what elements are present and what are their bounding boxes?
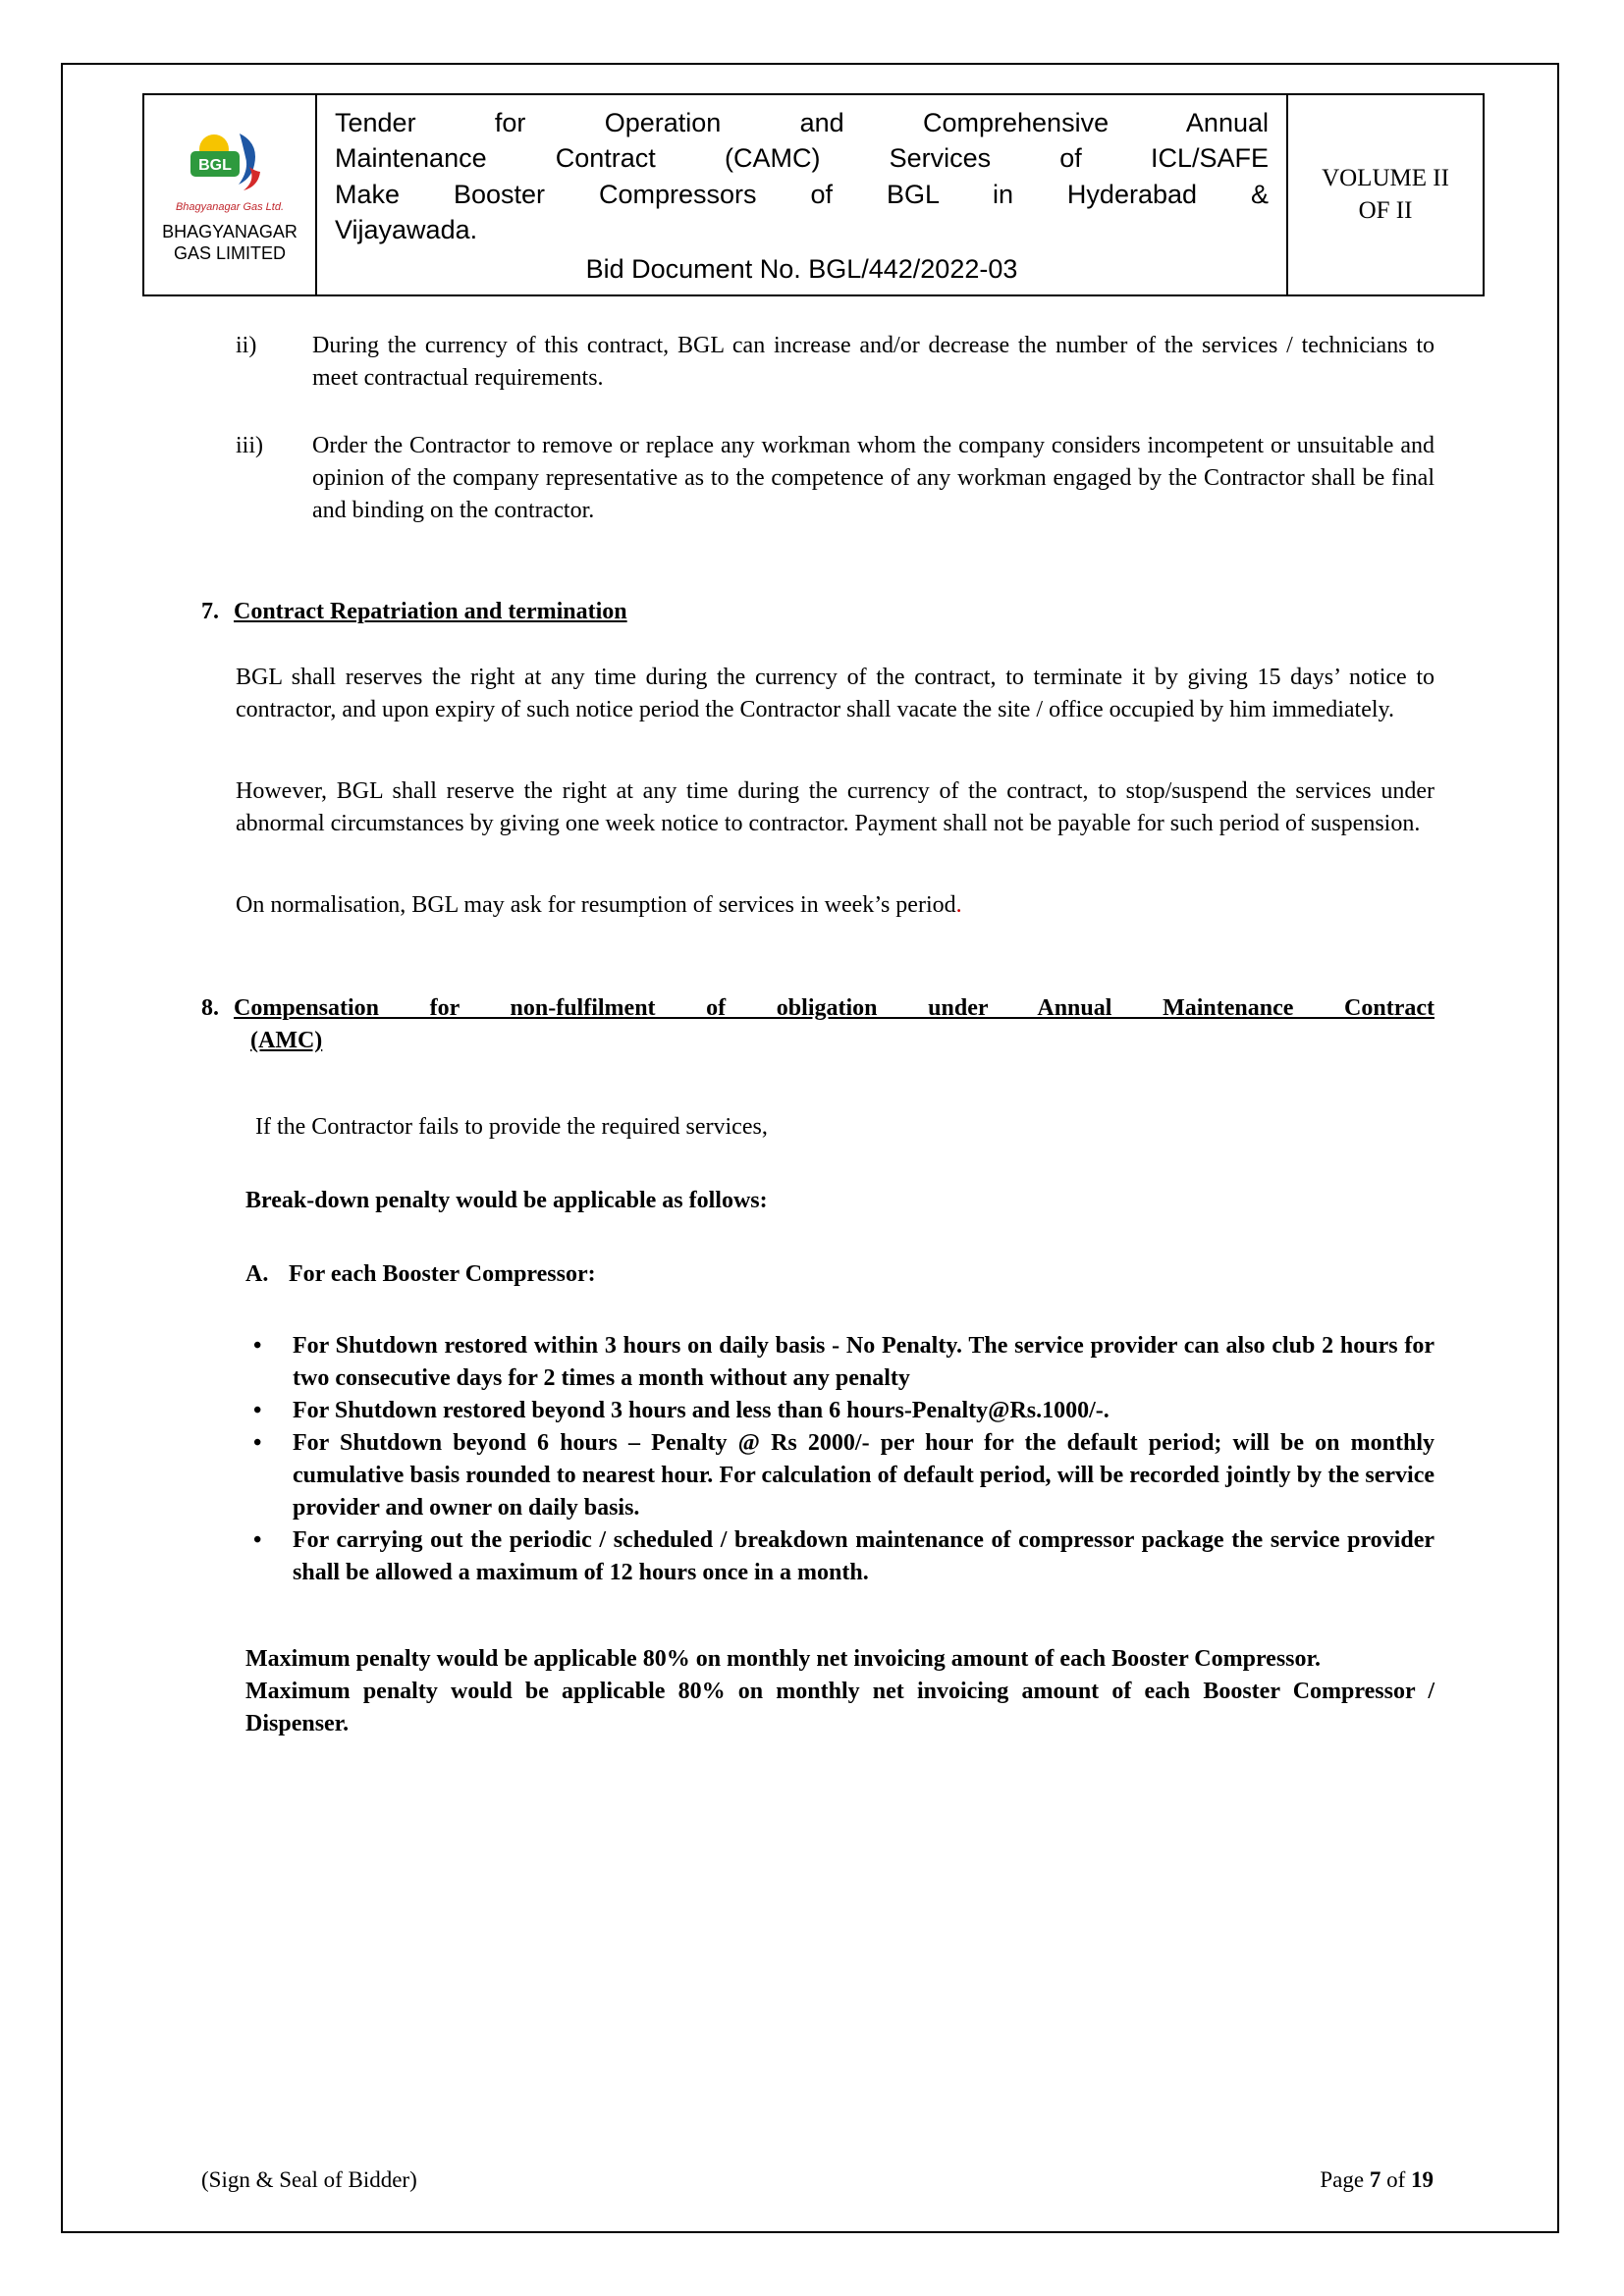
org-name: BHAGYANAGAR GAS LIMITED — [162, 221, 298, 264]
section-8-intro: If the Contractor fails to provide the required services, — [255, 1114, 768, 1140]
bullet-text: For carrying out the periodic / scheduled / breakdown maintenance of compressor package the service provider shall be allowed a maximum of 12 hours once in a month. — [293, 1527, 1435, 1585]
red-period: . — [955, 892, 962, 918]
sub-heading-text: For each Booster Compressor: — [289, 1261, 596, 1287]
section-title-block — [234, 992, 1435, 1057]
section-title-line-2-wrap — [250, 1025, 1435, 1057]
section-number: 7. — [201, 599, 219, 624]
total-pages: 19 — [1411, 2167, 1434, 2192]
bullet-text: For Shutdown restored within 3 hours on daily basis - No Penalty. The service provider can also club 2 hours for two consecutive days for 2 times a month without any penalty — [293, 1333, 1435, 1391]
page-indicator — [1320, 2167, 1434, 2193]
logo-caption: Bhagyanagar Gas Ltd. — [175, 200, 285, 213]
penalty-bullet-list — [245, 1330, 1435, 1589]
clause-marker: ii) — [236, 333, 257, 358]
title-cell — [317, 95, 1288, 294]
of-word: of — [1386, 2167, 1406, 2192]
section-title-line-1: Compensation for non-fulfilment of obligation under Annual Maintenance Contract — [234, 995, 1435, 1021]
bullet-text: For Shutdown restored beyond 3 hours and less than 6 hours-Penalty@Rs.1000/-. — [293, 1398, 1110, 1423]
logo-cell — [144, 95, 317, 294]
volume-line-2: OF II — [1358, 196, 1413, 224]
page-word: Page — [1320, 2167, 1365, 2192]
bullet-item — [245, 1395, 1435, 1427]
sub-heading-a — [245, 1258, 1435, 1291]
bullet-item — [245, 1427, 1435, 1524]
paragraph — [236, 889, 1435, 922]
section-title: Contract Repatriation and termination — [234, 599, 627, 624]
section-8-heading — [201, 992, 1435, 1057]
clause-text: Order the Contractor to remove or replace any workman whom the company considers incompetent or unsuitable and opinion of the company representative as to the competence of any workman engaged by the Contractor shall be final and binding on the contractor. — [312, 433, 1435, 523]
page-number: 7 — [1369, 2167, 1381, 2192]
section-7-heading — [201, 596, 1435, 628]
sign-seal-label: (Sign & Seal of Bidder) — [201, 2167, 417, 2192]
page-footer — [201, 2167, 1434, 2193]
clause-item-ii — [201, 330, 1435, 395]
volume-cell — [1288, 95, 1483, 294]
paragraph: However, BGL shall reserve the right at any time during the currency of the contract, to stop/suspend the services under abnormal circumstances by giving one week notice to contractor. Payment shall not be payable for such period of suspension. — [236, 778, 1435, 836]
paragraph-text: On normalisation, BGL may ask for resumption of services in week’s period — [236, 892, 956, 918]
sub-heading-marker: A. — [245, 1261, 269, 1287]
logo-brand-text: BGL — [198, 156, 232, 174]
clause-item-iii — [201, 430, 1435, 527]
bullet-item — [245, 1330, 1435, 1395]
bgl-logo-icon — [179, 128, 281, 200]
document-body — [201, 294, 1435, 1740]
max-penalty-line: Maximum penalty would be applicable 80% on monthly net invoicing amount of each Booster Compressor / Dispenser. — [245, 1679, 1435, 1736]
bid-document-number: Bid Document No. BGL/442/2022-03 — [585, 253, 1018, 284]
section-number: 8. — [201, 995, 219, 1021]
section-title-line-2: (AMC) — [250, 1028, 323, 1053]
max-penalty-line: Maximum penalty would be applicable 80% on monthly net invoicing amount of each Booster Compressor. — [245, 1646, 1321, 1672]
tender-title-line-1: Tender for Operation and Comprehensive Annual — [335, 108, 1269, 137]
paragraph: BGL shall reserves the right at any time during the currency of the contract, to terminate it by giving 15 days’ notice to contractor, and upon expiry of such notice period the Contractor shall vacate the site / office occupied by him immediately. — [236, 665, 1435, 722]
document-header — [142, 93, 1485, 296]
volume-line-1: VOLUME II — [1322, 165, 1449, 192]
penalty-lead: Break-down penalty would be applicable as follows: — [245, 1188, 768, 1213]
tender-title-line-2: Maintenance Contract (CAMC) Services of ICL/SAFE — [335, 143, 1269, 174]
tender-title-line-4: Vijayawada. — [335, 215, 478, 245]
clause-text: During the currency of this contract, BGL can increase and/or decrease the number of the services / technicians to meet contractual requirements. — [312, 333, 1435, 391]
tender-title-line-3: Make Booster Compressors of BGL in Hyderabad & — [335, 179, 1269, 209]
bullet-item — [245, 1524, 1435, 1589]
bullet-text: For Shutdown beyond 6 hours – Penalty @ Rs 2000/- per hour for the default period; will be on monthly cumulative basis rounded to nearest hour. For calculation of default period, will be recorded jointly by the service provider and owner on daily basis. — [293, 1430, 1435, 1521]
clause-marker: iii) — [236, 433, 263, 458]
